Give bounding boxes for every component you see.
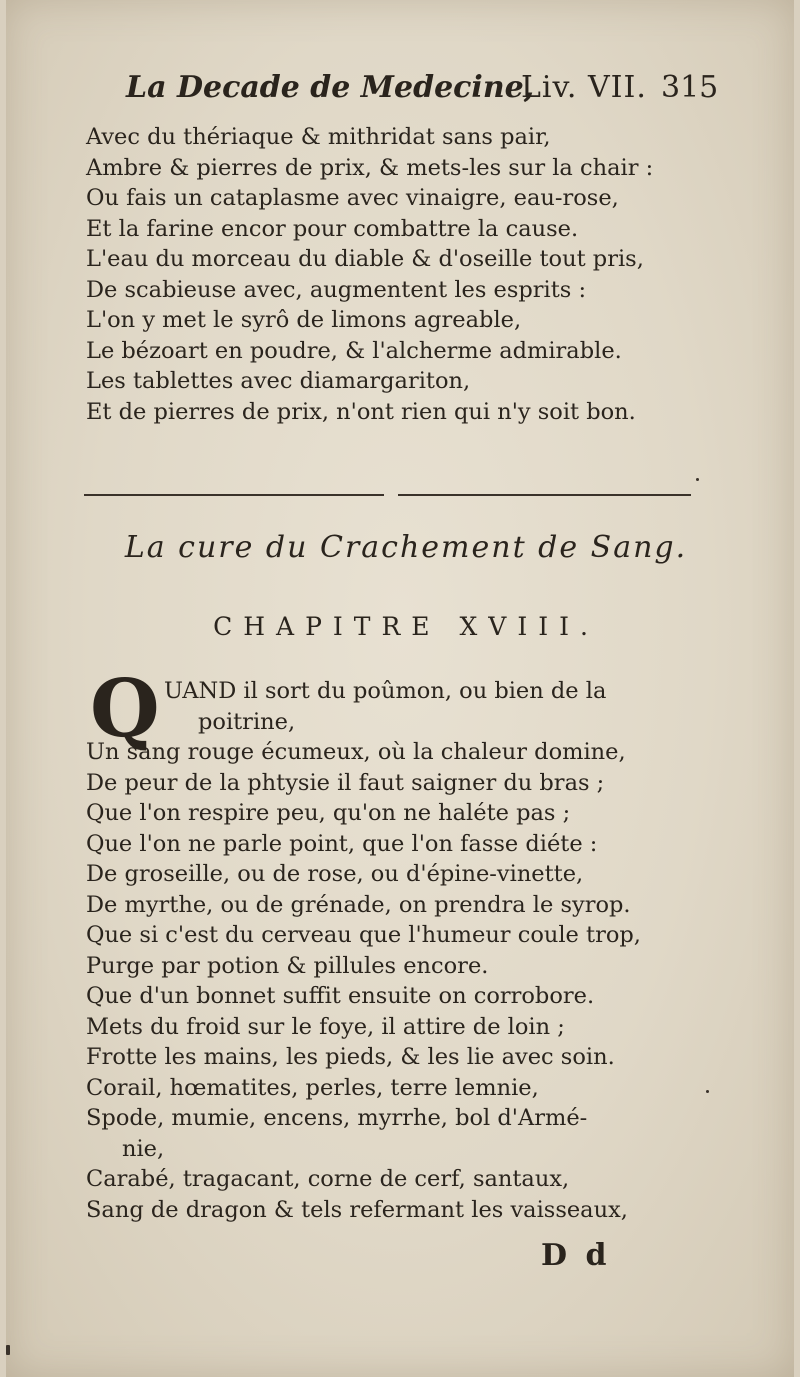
poem-first-line-continued: poitrine, (198, 708, 296, 735)
poem-line: Purge par potion & pillules encore. (86, 952, 489, 979)
verse-line: Ambre & pierres de prix, & mets-les sur la chair : (86, 154, 654, 181)
poem-line-continued: nie, (122, 1135, 165, 1162)
verse-line: De scabieuse avec, augmentent les esprits : (86, 276, 587, 303)
poem-first-line: UAND il sort du poûmon, ou bien de la (164, 678, 607, 704)
poem-line: Corail, hœmatites, perles, terre lemnie, (86, 1074, 539, 1101)
poem-line: Frotte les mains, les pieds, & les lie avec soin. (86, 1044, 615, 1070)
verse-line: L'on y met le syrô de limons agreable, (86, 307, 522, 333)
paper-speck (6, 1345, 10, 1355)
book-page (6, 0, 794, 1377)
poem-line: Un sang rouge écumeux, où la chaleur domine, (86, 739, 626, 765)
section-divider-left (84, 494, 384, 496)
poem-line: Mets du froid sur le foye, il attire de loin ; (86, 1013, 565, 1040)
drop-cap: Q (90, 661, 160, 755)
verse-line: Les tablettes avec diamargariton, (86, 368, 471, 394)
running-title: La Decade de Medecine, (126, 70, 535, 105)
chapter-poem (86, 676, 766, 1225)
poem-line: Que d'un bonnet suffit ensuite on corrobore. (86, 983, 595, 1009)
paper-speck (706, 1090, 709, 1093)
verse-line: Ou fais un cataplasme avec vinaigre, eau-rose, (86, 185, 619, 211)
verse-line: Et de pierres de prix, n'ont rien qui n'y soit bon. (86, 398, 636, 425)
poem-line: De groseille, ou de rose, ou d'épine-vinette, (86, 861, 584, 887)
catchword: D d (541, 1238, 611, 1273)
poem-line: Spode, mumie, encens, myrrhe, bol d'Armé- (86, 1105, 588, 1131)
paper-speck (696, 478, 699, 481)
verse-line: L'eau du morceau du diable & d'oseille tout pris, (86, 246, 644, 272)
poem-line: Que l'on ne parle point, que l'on fasse diéte : (86, 830, 598, 857)
poem-line: De peur de la phtysie il faut saigner du bras ; (86, 769, 605, 796)
verse-line: Et la farine encor pour combattre la cause. (86, 215, 579, 242)
poem-line: Que l'on respire peu, qu'on ne haléte pas ; (86, 800, 571, 826)
chapter-heading: CHAPITRE XVIII. (213, 612, 599, 641)
verse-block-top (86, 122, 766, 427)
running-header (126, 70, 746, 120)
verse-line: Avec du thériaque & mithridat sans pair, (86, 124, 551, 150)
poem-line: Carabé, tragacant, corne de cerf, santaux, (86, 1166, 570, 1192)
page-number: 315 (661, 70, 719, 105)
poem-line: Sang de dragon & tels refermant les vaisseaux, (86, 1196, 628, 1223)
section-divider-right (398, 494, 691, 496)
section-title: La cure du Crachement de Sang. (124, 530, 688, 565)
verse-line: Le bézoart en poudre, & l'alcherme admirable. (86, 337, 622, 364)
poem-line: Que si c'est du cerveau que l'humeur coule trop, (86, 922, 641, 948)
book-number: Liv. VII. (521, 70, 647, 105)
poem-line: De myrthe, ou de grénade, on prendra le syrop. (86, 891, 631, 918)
